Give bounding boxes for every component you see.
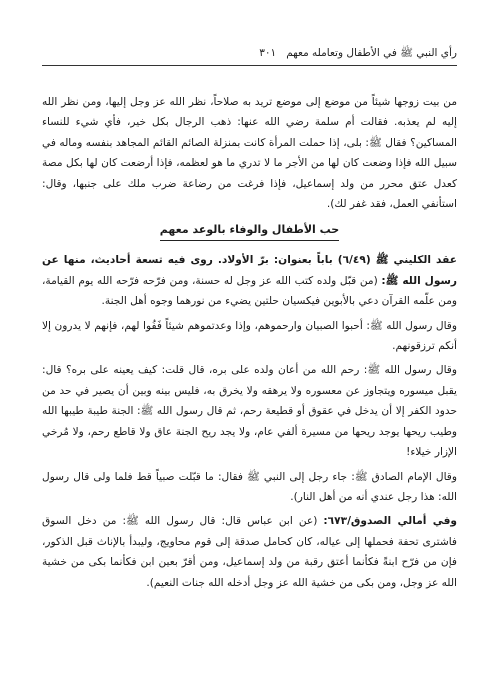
page-number: ٣٠١ (259, 47, 277, 59)
paragraph-hadith-sadiq: وقال الإمام الصادق ﷺ: جاء رجل إلى النبي ﷺ فقال: ما قبّلت صبياً قط فلما ولى قال رسول الله: هذا رجل عندي أنه من أهل النار). (42, 470, 457, 503)
page-body (42, 92, 457, 593)
running-header (42, 46, 457, 60)
paragraph-amali-saduq (42, 511, 457, 593)
running-title: رأي النبي ﷺ في الأطفال وتعامله معهم (286, 47, 457, 59)
header-rule (42, 65, 457, 66)
paragraph-continuation: من بيت زوجها شيئاً من موضع إلى موضع تريد به صلاحاً، نظر الله عز وجل إليها، ومن نظر الله إليه لم يعذبه. فقالت أم سلمة رضي الله عنها: ذهب الرجال بكل خير، فأي شيء للنساء المساكين؟ فقال ﷺ: بلى، إذا حملت المرأة كانت بمنزلة الصائم القائم المجاهد بنفسه وماله في سبيل الله فإذا وضعت كان لها من الأجر ما لا تدري ما هو لعظمه، فإذا أرضعت كان لها بكل مصة كعدل عتق محرر من ولد إسماعيل، فإذا فرغت من رضاعة ضرب ملك على جنبها، وقال: استأنفي العمل، فقد غفر لك). (42, 96, 457, 211)
paragraph-hadith-birr: وقال رسول الله ﷺ: رحم الله من أعان ولده على بره، قال قلت: كيف يعينه على بره؟ قال: يقبل ميسوره ويتجاوز عن معسوره ولا يرهقه ولا يخرق به، فليس بينه وبين أن يصير في حد من حدود الكفر إلا أن يدخل في عقوق أو قطيعة رحم، ثم قال رسول الله ﷺ: الجنة طيبة طيبها الله وطيب ريحها يوجد ريحها من مسيرة ألفي عام، ولا يجد ريح الجنة عاق ولا قاطع رحم، ولا مُرخي الإزار خيلاء! (42, 364, 457, 459)
section-heading-text: حب الأطفال والوفاء بالوعد معهم (160, 221, 339, 241)
section-heading (42, 221, 457, 241)
paragraph-lead: وفي أمالي الصدوق/٦٧٣: (323, 515, 457, 528)
paragraph-text: (من قبّل ولده كتب الله عز وجل له حسنة، ومن فرّحه فرّحه الله يوم القيامة، ومن علّمه القرآن دعي بالأبوين فيكسيان حلتين يضيء من نورهما وجوه أهل الجنة. (42, 274, 457, 308)
paragraph-text: (عن ابن عباس قال: قال رسول الله ﷺ: من دخل السوق فاشترى تحفة فحملها إلى عياله، كان كحامل صدقة إلى قوم محاويج، وليبدأ بالإناث قبل الذكور، فإن من فرّح ابنةً فكأنما أعتق رقبة من ولد إسماعيل، ومن أقرّ بعين ابن فكأنما بكى من خشية الله عز وجل، ومن بكى من خشية الله عز وجل أدخله الله جنات النعيم). (42, 515, 457, 589)
paragraph-hadith-children: وقال رسول الله ﷺ: أحبوا الصبيان وارحموهم، وإذا وعدتموهم شيئاً فَفُوا لهم، فإنهم لا يدرون إلا أنكم ترزقونهم. (42, 319, 457, 353)
paragraph-bab-birr-al-awlad (42, 250, 457, 311)
paragraph-lead: عقد الكليني ﷺ (٦/٤٩) باباً بعنوان: برّ الأولاد. روى فيه تسعة أحاديث، منها عن رسول الله ﷺ: (42, 254, 458, 287)
